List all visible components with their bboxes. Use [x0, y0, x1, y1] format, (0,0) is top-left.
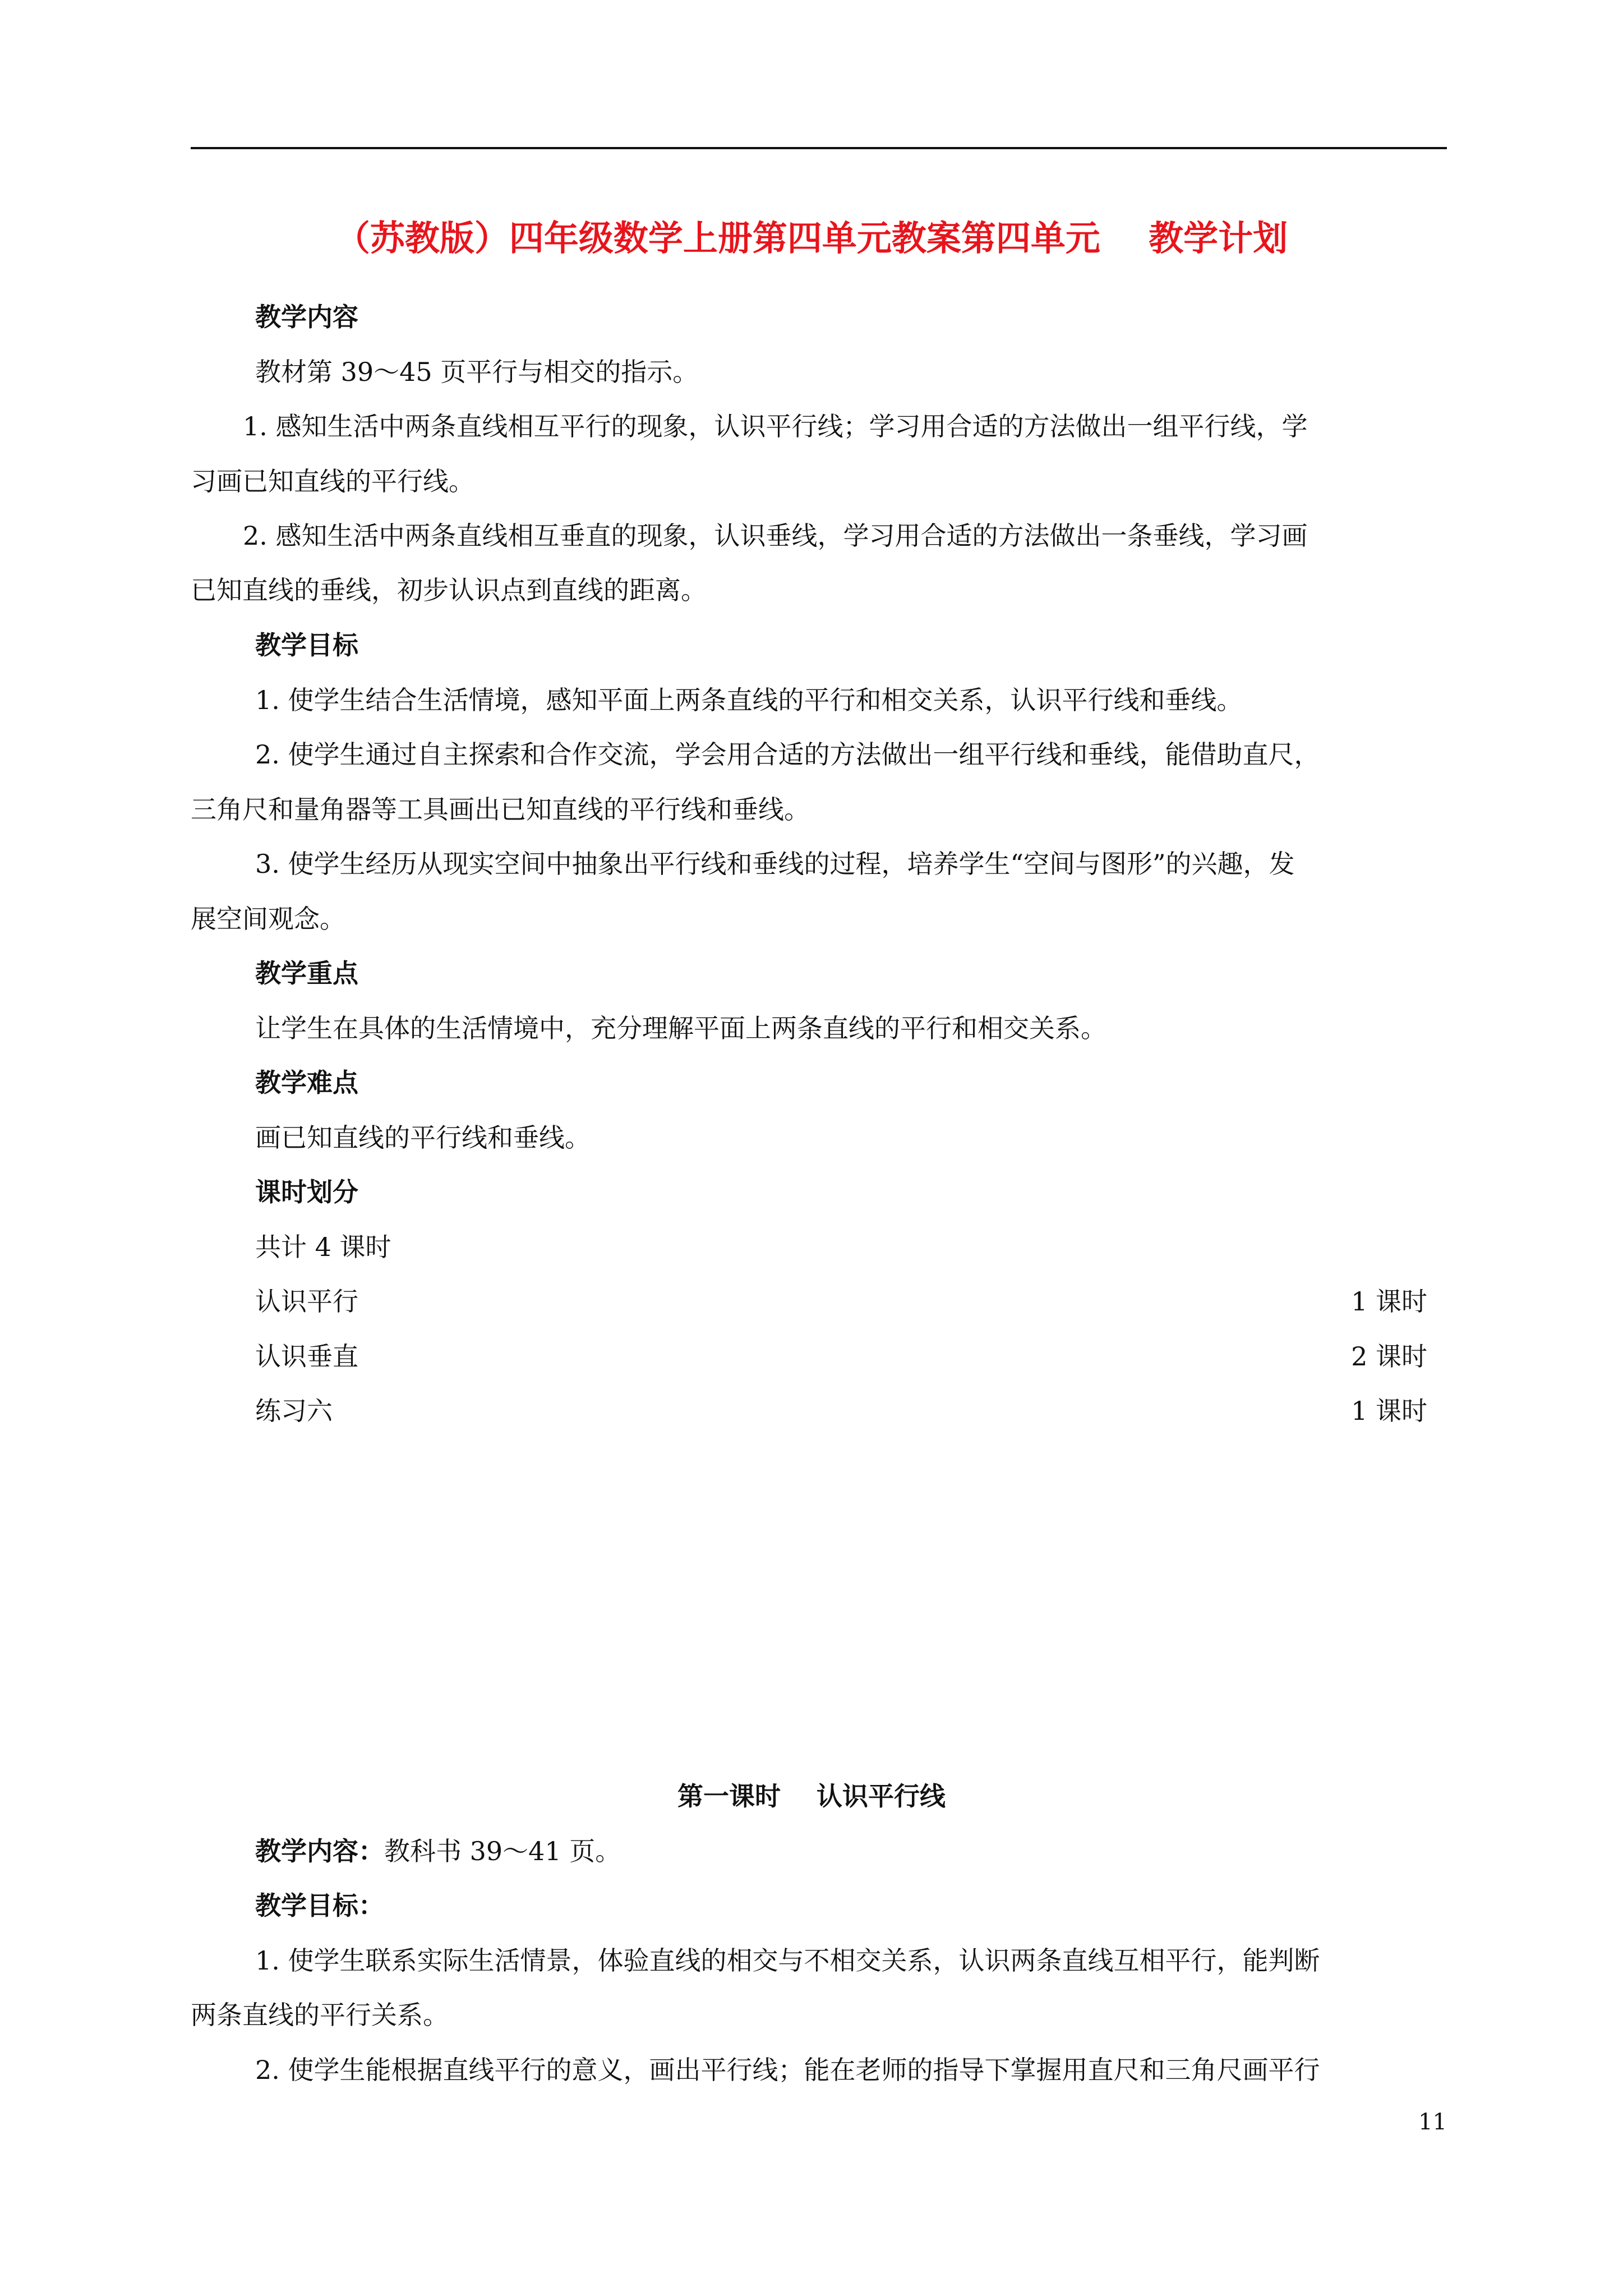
- lesson-1-goal-1-line-2: 两条直线的平行关系。: [191, 2000, 449, 2030]
- key-points-text: 让学生在具体的生活情境中，充分理解平面上两条直线的平行和相交关系。: [255, 1013, 1106, 1043]
- goal-3-line-1: 3. 使学生经历从现实空间中抽象出平行线和垂线的过程，培养学生“空间与图形”的兴趣，发: [255, 849, 1295, 879]
- heading-teaching-content: 教学内容: [255, 302, 358, 332]
- schedule-row-hours: 1 课时: [1351, 1396, 1427, 1426]
- schedule-row-hours: 2 课时: [1351, 1341, 1427, 1372]
- schedule-total: 共计 4 课时: [255, 1232, 391, 1262]
- schedule-row-hours: 1 课时: [1351, 1286, 1427, 1317]
- lesson-1-content: [255, 1834, 1447, 1868]
- lesson-1-goals-label: 教学目标：: [255, 1890, 384, 1921]
- heading-schedule: 课时划分: [255, 1177, 358, 1207]
- goal-1: 1. 使学生结合生活情境，感知平面上两条直线的平行和相交关系，认识平行线和垂线。: [255, 685, 1243, 715]
- lesson-1-content-text: 教科书 39～41 页。: [384, 1836, 621, 1866]
- header-rule: [191, 147, 1447, 149]
- schedule-row-name: 认识垂直: [255, 1341, 358, 1372]
- lesson-1-goal-1-line-1: 1. 使学生联系实际生活情景，体验直线的相交与不相交关系，认识两条直线互相平行，能判断: [255, 1945, 1320, 1976]
- schedule-row: [255, 1340, 1427, 1373]
- content-item-2-line-1: 2. 感知生活中两条直线相互垂直的现象，认识垂线，学习用合适的方法做出一条垂线，学习画: [243, 521, 1308, 551]
- goal-3-line-2: 展空间观念。: [191, 904, 345, 934]
- content-item-1-line-1: 1. 感知生活中两条直线相互平行的现象，认识平行线；学习用合适的方法做出一组平行线，学: [243, 411, 1308, 441]
- goal-2-line-1: 2. 使学生通过自主探索和合作交流，学会用合适的方法做出一组平行线和垂线，能借助直尺，: [255, 739, 1320, 770]
- content-item-1-line-2: 习画已知直线的平行线。: [191, 466, 474, 496]
- schedule-row-name: 认识平行: [255, 1286, 358, 1317]
- lesson-1-goal-2-line-1: 2. 使学生能根据直线平行的意义，画出平行线；能在老师的指导下掌握用直尺和三角尺画平行: [255, 2055, 1320, 2085]
- lesson-1-content-label: 教学内容：: [255, 1836, 384, 1866]
- page-number: 11: [1418, 2109, 1447, 2135]
- heading-key-points: 教学重点: [255, 958, 358, 988]
- schedule-row: [255, 1285, 1427, 1318]
- content-intro: 教材第 39～45 页平行与相交的指示。: [255, 357, 699, 387]
- heading-teaching-goals: 教学目标: [255, 630, 358, 660]
- document-title: （苏教版）四年级数学上册第四单元教案第四单元 教学计划: [335, 218, 1288, 259]
- schedule-row: [255, 1394, 1427, 1428]
- lesson-1-title: 第一课时 认识平行线: [677, 1781, 946, 1811]
- goal-2-line-2: 三角尺和量角器等工具画出已知直线的平行线和垂线。: [191, 794, 810, 825]
- schedule-row-name: 练习六: [255, 1396, 333, 1426]
- difficulties-text: 画已知直线的平行线和垂线。: [255, 1122, 591, 1153]
- heading-difficulties: 教学难点: [255, 1068, 358, 1098]
- content-item-2-line-2: 已知直线的垂线，初步认识点到直线的距离。: [191, 575, 707, 605]
